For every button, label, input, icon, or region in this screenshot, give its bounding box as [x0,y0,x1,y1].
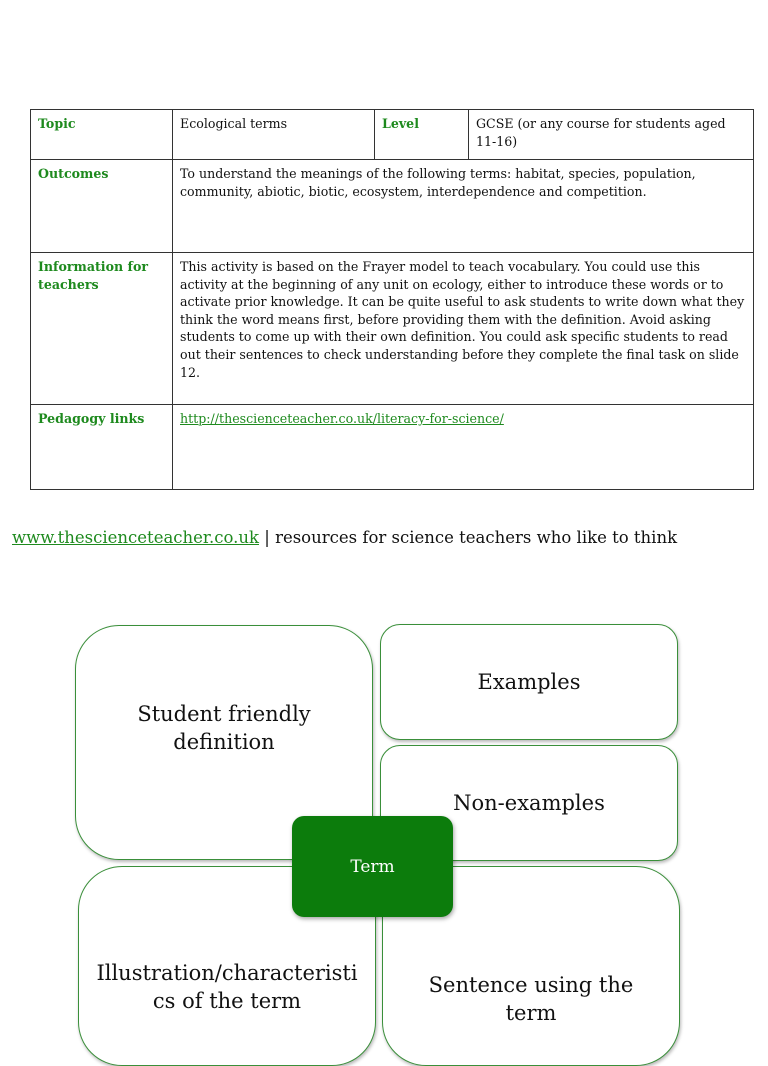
level-label: Level [375,110,469,160]
term-text: Term [350,856,395,877]
topic-label: Topic [31,110,173,160]
information-row [31,253,754,405]
information-value: This activity is based on the Frayer model to teach vocabulary. You could use this activity at the beginning of any unit on ecology, either to introduce these words or to activate prior knowledge. It can be quite useful to ask students to write down what they think the word means first, before providing them with the definition. Avoid asking students to come up with their own definition. You could ask specific students to read out their sentences to check understanding before they complete the final task on slide 12. [173,253,754,405]
pedagogy-cell [173,405,754,490]
outcomes-label: Outcomes [31,160,173,253]
non-examples-text: Non-examples [453,791,605,815]
information-label: Information for teachers [31,253,173,405]
level-value: GCSE (or any course for students aged 11-16) [469,110,754,160]
footer-tagline: | resources for science teachers who like to think [259,528,678,547]
site-link[interactable]: www.thescienceteacher.co.uk [12,528,260,547]
illustration-text: Illustration/characteristi cs of the term [96,961,358,1013]
topic-value: Ecological terms [173,110,375,160]
lesson-info-table [30,109,754,490]
outcomes-value: To understand the meanings of the following terms: habitat, species, population, community, abiotic, biotic, ecosystem, interdependence and competition. [173,160,754,253]
pedagogy-label: Pedagogy links [31,405,173,490]
definition-text: Student friendly definition [137,701,311,754]
sentence-text: Sentence using the term [428,973,634,1025]
footer-line [12,528,677,547]
topic-row [31,110,754,160]
term-box [292,816,453,917]
examples-text: Examples [477,670,581,694]
pedagogy-row [31,405,754,490]
examples-box [380,624,678,740]
outcomes-row [31,160,754,253]
pedagogy-link[interactable]: http://thescienceteacher.co.uk/literacy-for-science/ [180,411,504,426]
